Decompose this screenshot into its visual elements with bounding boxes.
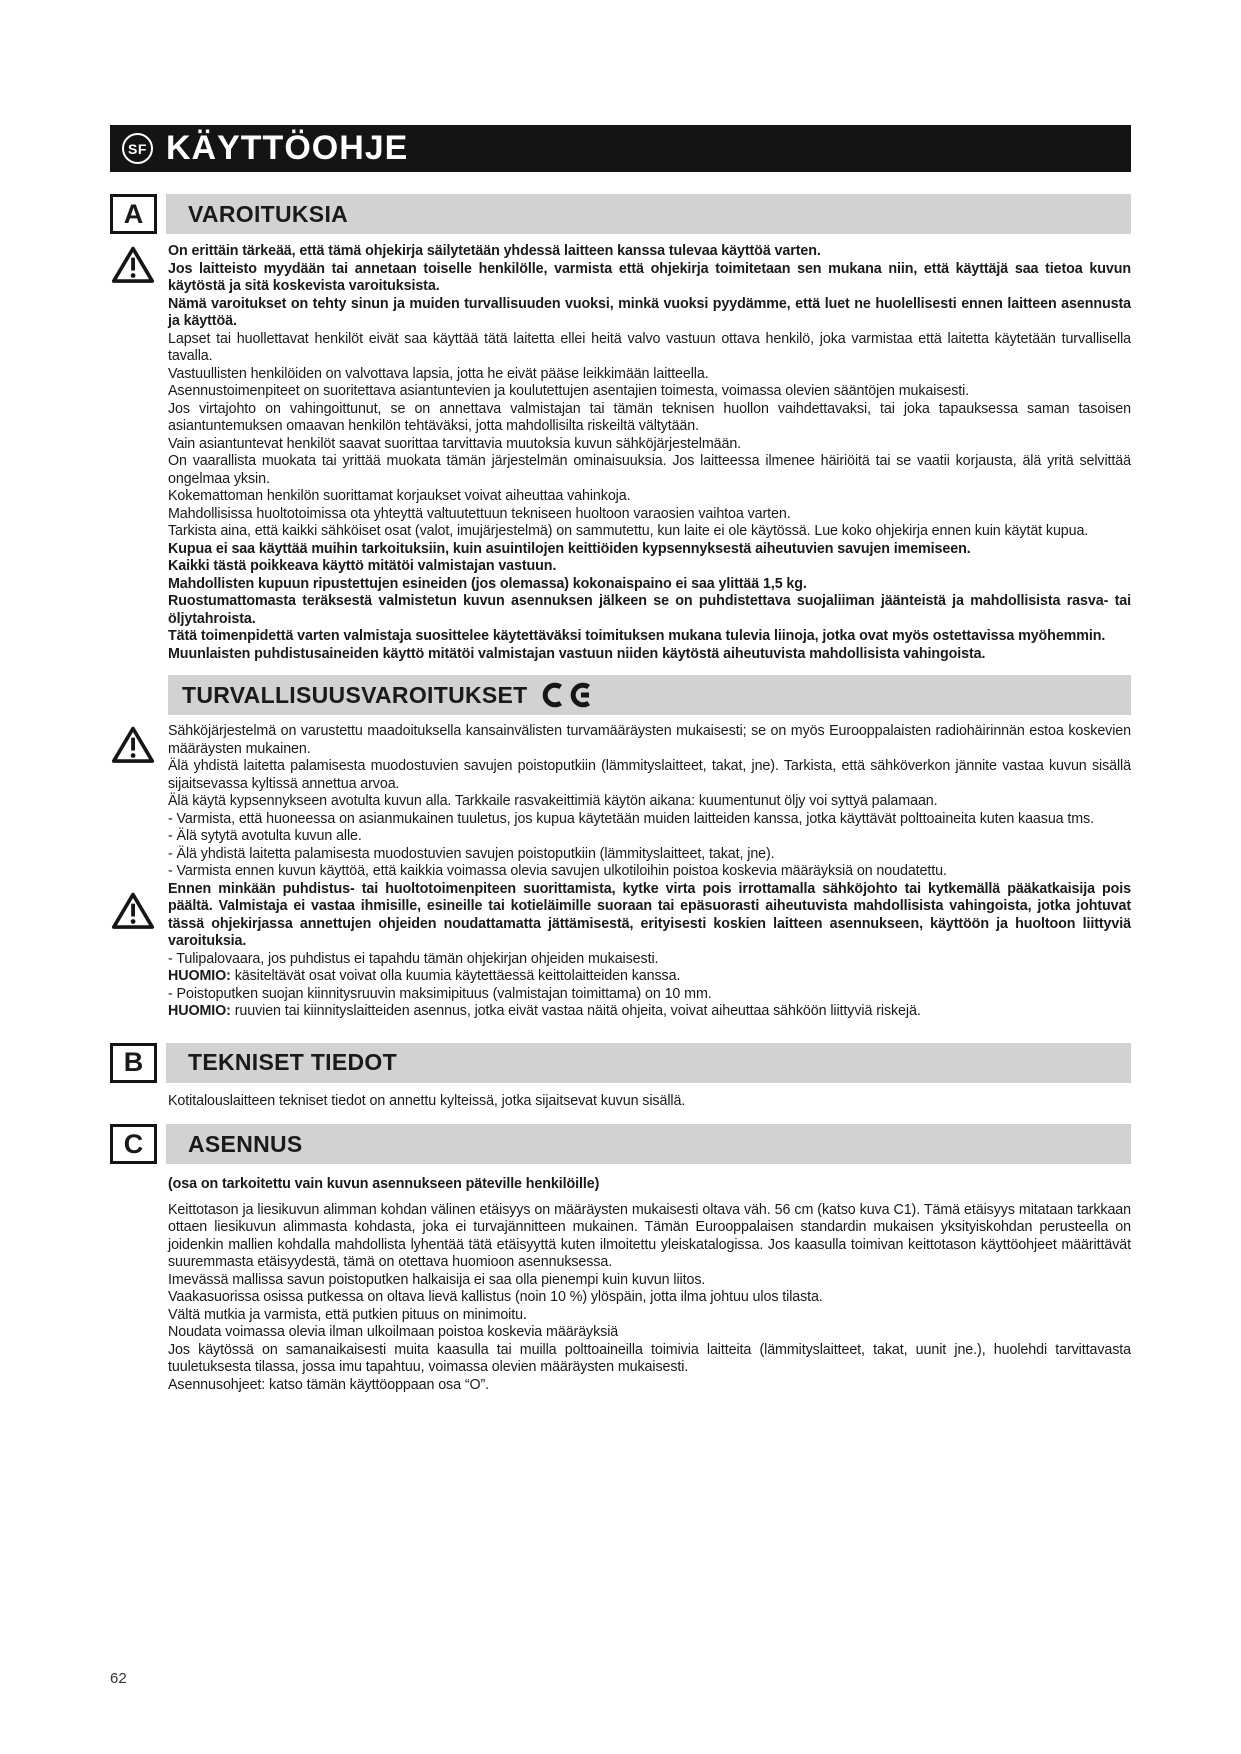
safety-alert-block [110,881,1131,1021]
title-bar [110,125,1131,172]
installation-note [110,1176,1131,1194]
safety-body [110,723,1131,881]
safety-note [168,968,1131,986]
note-text: käsiteltävät osat voivat olla kuumia käytettäessä keittolaitteiden kanssa. [230,968,681,984]
section-letter-box-a [110,194,157,234]
safety-note: - Poistoputken suojan kiinnitysruuvin maksimipituus (valmistajan toimittama) on 10 mm. [168,985,712,1002]
installation-note-paragraph: (osa on tarkoitettu vain kuvun asennukseen päteville henkilöille) [168,1176,600,1192]
installation-paragraph: Noudata voimassa olevia ilman ulkoilmaan poistoa koskevia määräyksiä [168,1324,619,1340]
section-header-gap [157,194,166,234]
warning-paragraph: Asennustoimenpiteet on suoritettava asiantuntevien ja koulutettujen asentajien toimesta, voimassa olevien sääntöjen mukaisesti. [168,383,970,399]
warning-paragraph: Tätä toimenpidettä varten valmistaja suosittelee käytettäväksi toimituksen mukana tulevia liinoja, jotka ovat myös ostettavissa myöhemmin. [168,628,1106,644]
safety-paragraph: - Varmista ennen kuvun käyttöä, että kaikkia voimassa olevia savujen ulkotiloihin poistoa koskevia määräyksiä on noudatettu. [168,863,947,879]
note-text: ruuvien tai kiinnityslaitteiden asennus, jotka eivät vastaa näitä ohjeita, voivat aiheuttaa sähköön liittyviä riskejä. [230,1003,921,1019]
safety-paragraph: Älä käytä kypsennykseen avotulta kuvun alla. Tarkkaile rasvakeittimiä käytön aikana: kuumentunut öljy voi syttyä palamaan. [168,793,938,809]
section-title-bar-installation [166,1124,1131,1164]
warning-paragraph: Mahdollisten kupuun ripustettujen esineiden (jos olemassa) kokonaispaino ei saa ylittää 1,5 kg. [168,575,807,592]
safety-paragraph: - Varmista, että huoneessa on asianmukainen tuuletus, jos kupua käytetään muiden laitteiden kanssa, jotka käyttävät polttoaineita kuten kaasua tms. [168,810,1095,827]
installation-paragraph: Imevässä mallissa savun poistoputken halkaisija ei saa olla pienempi kuin kuvun liitos. [168,1271,706,1288]
warning-paragraph: Mahdollisissa huoltotoimissa ota yhteyttä valtuutettuun tekniseen huoltoon varaosien vaihtoa varten. [168,505,791,522]
technical-paragraph: Kotitalouslaitteen tekniset tiedot on annettu kylteissä, jotka sijaitsevat kuvun sisällä. [168,1092,686,1109]
warning-paragraph: Lapset tai huollettavat henkilöt eivät saa käyttää tätä laitetta ellei heitä valvo vastuun ottava henkilö, joka varmistaa että laitetta käytetään turvallisella tavalla. [168,330,1131,364]
section-letter-c: C [123,1128,144,1159]
ce-mark-icon [542,682,598,708]
section-header-warnings [110,194,1131,234]
installation-paragraph: Keittotason ja liesikuvun alimman kohdan välinen etäisyys on määräysten mukaisesti oltava väh. 56 cm (katso kuva C1). Tämä etäisyys mitataan tarkkaan ottaen liesikuvun alimmasta kohdasta, joka ei turvajännitteen mukainen. Tämän Eurooppalaisen standardin mukaisen yksityiskohdan perusteella on joidenkin mallien kohdalla mahdollista lyhentää tätä etäisyyttä kuten ilmoitettu yleiskatalogissa. Jos kaasulla toimivan keittotason käyttöohjeet määrittävät suuremmasta etäisyydestä, tämä on otettava huomioon asennuksessa. [168,1201,1131,1270]
page-title: KÄYTTÖOHJE [166,129,409,167]
section-letter-b: B [123,1047,144,1077]
warning-paragraph: Tarkista aina, että kaikki sähköiset osat (valot, imujärjestelmä) on sammutettu, kun laite ei ole käytössä. Lue koko ohjekirja ennen kuin käytät kupua. [168,523,1089,539]
warning-paragraph: Ruostumattomasta teräksestä valmistetun kuvun asennuksen jälkeen se on puhdistettava suojaliiman jäänteistä ja mahdollisista rasva- tai öljytahroista. [168,593,1131,627]
section-header-technical [110,1043,1131,1083]
section-letter-box-c [110,1124,157,1164]
safety-note [168,1003,1131,1021]
section-letter-box-b [110,1043,157,1083]
safety-paragraph: Älä yhdistä laitetta palamisesta muodostuvien savujen poistoputkiin (lämmityslaitteet, takat, jne). Tarkista, että sähköverkon jännite vastaa kuvun sisällä sijaitsevassa kyltissä annettua arvoa. [168,758,1131,792]
section-header-safety [168,675,1131,715]
section-header-gap [157,1043,166,1083]
warning-paragraph: Nämä varoitukset on tehty sinun ja muiden turvallisuuden vuoksi, minkä vuoksi pyydämme, että luet ne huolellisesti ennen laitteen asennusta ja käyttöä. [168,295,1131,329]
warning-triangle-icon [111,245,155,285]
warning-paragraph: Vastuullisten henkilöiden on valvottava lapsia, jotta he eivät pääse leikkimään laitteella. [168,365,709,382]
section-title-warnings: VAROITUKSIA [188,200,349,227]
section-title-safety: TURVALLISUUSVAROITUKSET [182,681,528,708]
installation-paragraph: Asennusohjeet: katso tämän käyttöoppaan osa “O”. [168,1376,490,1393]
note-lead: HUOMIO: [168,1003,231,1019]
warning-paragraph: Jos virtajohto on vahingoittunut, se on annettava valmistajan tai tämän teknisen huollon vaihdettavaksi, tai joka tapauksessa saman tasoisen asiantuntemuksen omaavan henkilön tehtäväksi, jotta mahdollisilta riskeiltä vältytään. [168,400,1131,434]
warning-triangle-icon [111,725,155,765]
section-header-gap [157,1124,166,1164]
safety-alert-paragraph: Ennen minkään puhdistus- tai huoltotoimenpiteen suorittamista, kytke virta pois irrottamalla sähköjohto tai kytkemällä pääkatkaisija pois päältä. Valmistaja ei vastaa ihmisille, esineille tai kotieläimille suoraan tai epäsuorasti aiheutuvista mahdollisista vahingoista, jotka johtuvat tässä ohjekirjassa annettujen ohjeiden noudattamatta jättämisestä, erityisesti koskien laitteen asennukseen, käyttöön ja huoltoon liittyviä varoituksia. [168,880,1131,949]
installation-paragraph: Vaakasuorissa osissa putkessa on oltava lievä kallistus (noin 10 %) ylöspäin, jotta ilma johtuu ulos tilasta. [168,1289,823,1305]
installation-paragraph: Vältä mutkia ja varmista, että putkien pituus on minimoitu. [168,1306,527,1323]
warning-paragraph: On vaarallista muokata tai yrittää muokata tämän järjestelmän ominaisuuksia. Jos laitteessa ilmenee häiriöitä tai se vaatii korjausta, älä yritä selvittää ongelmaa yksin. [168,453,1131,487]
safety-paragraph: - Älä sytytä avotulta kuvun alle. [168,828,362,844]
section-title-bar-warnings [166,194,1131,234]
safety-paragraph: - Älä yhdistä laitetta palamisesta muodostuvien savujen poistoputkiin (lämmityslaitteet, takat, jne). [168,845,775,862]
installation-body [110,1202,1131,1395]
language-badge-label: SF [128,140,147,157]
language-badge-icon [122,133,153,164]
warning-paragraph: Jos laitteisto myydään tai annetaan toiselle henkilölle, varmista että ohjekirja toimitetaan sen mukana niin, että käyttäjä saa tietoa kuvun käytöstä ja sitä koskevista varoituksista. [168,260,1131,294]
warning-triangle-icon [111,891,155,931]
section-letter-a: A [123,198,144,229]
section-title-bar-technical [166,1043,1131,1083]
safety-note: - Tulipalovaara, jos puhdistus ei tapahdu tämän ohjekirjan ohjeiden mukaisesti. [168,950,659,967]
warning-paragraph: Kokemattoman henkilön suorittamat korjaukset voivat aiheuttaa vahinkoja. [168,488,631,504]
warning-paragraph: Vain asiantuntevat henkilöt saavat suorittaa tarvittavia muutoksia kuvun sähköjärjestelmään. [168,435,742,452]
page-number: 62 [110,1670,127,1687]
warning-paragraph: On erittäin tärkeää, että tämä ohjekirja säilytetään yhdessä laitteen kanssa tulevaa käyttöä varten. [168,243,821,259]
warnings-body [110,243,1131,663]
installation-paragraph: Jos käytössä on samanaikaisesti muita kaasulla tai muilla polttoaineilla toimivia laitteita (lämmityslaitteet, takat, uunit jne.), huolehdi tarvittavasta tuuletuksesta tilassa, jossa imu tapahtuu, voimassa olevien määräysten mukaisesti. [168,1341,1131,1375]
section-title-installation: ASENNUS [188,1130,303,1157]
warning-paragraph: Muunlaisten puhdistusaineiden käyttö mitätöi valmistajan vastuun niiden käytöstä aiheutuvista mahdollisista vahingoista. [168,645,986,662]
page-content [110,125,1131,1394]
warning-paragraph: Kaikki tästä poikkeava käyttö mitätöi valmistajan vastuun. [168,558,557,574]
technical-body [110,1093,1131,1111]
note-lead: HUOMIO: [168,968,231,984]
safety-paragraph: Sähköjärjestelmä on varustettu maadoituksella kansainvälisten turvamääräysten mukaisesti; se on myös Eurooppalaisten radiohäirinnän estoa koskevien määräysten mukainen. [168,723,1131,757]
warning-paragraph: Kupua ei saa käyttää muihin tarkoituksiin, kuin asuintilojen keittiöiden kypsennyksestä aiheutuvien savujen imemiseen. [168,540,971,557]
section-header-installation [110,1124,1131,1164]
section-title-technical: TEKNISET TIEDOT [188,1049,397,1075]
